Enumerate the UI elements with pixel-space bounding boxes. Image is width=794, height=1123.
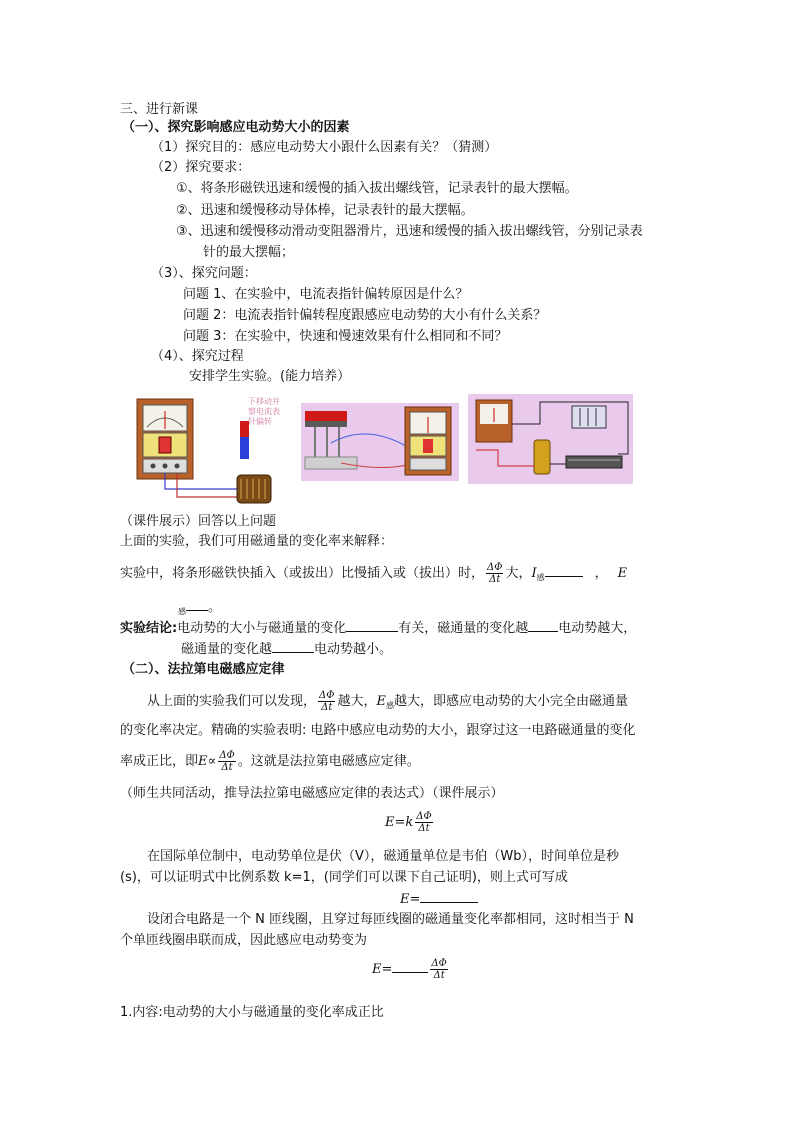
questions-label: （3）、探究问题： (151, 266, 257, 281)
conclusion-c: 电动势越大， (558, 621, 637, 636)
part1-heading: （一）、探究影响感应电动势大小的因素 (122, 120, 350, 135)
blank-conclusion-3[interactable] (272, 640, 314, 653)
part2-para-3 (120, 750, 420, 773)
fraction-num: ΔΦ (319, 690, 335, 701)
comma: ， (594, 566, 608, 581)
p1-emf-sub: 感 (385, 701, 394, 710)
ncoil-line-1: 设闭合电路是一个 N 匝线圈，且穿过每匝线圈的磁通量变化率都相同，这时相当于 N (147, 912, 634, 927)
emf-sub: 感 (178, 607, 186, 616)
fraction-den: Δt (418, 823, 430, 834)
fraction-num: ΔΦ (416, 811, 432, 822)
process-text: 安排学生实验。(能力培养） (189, 369, 351, 384)
blank-formula-3[interactable] (392, 960, 428, 973)
fraction-den: Δt (489, 574, 501, 585)
p3-formula: E∝ (198, 754, 217, 769)
figure-caption: 下移动并 察电流表 针偏转 (248, 397, 280, 426)
experiment-line-2 (178, 598, 221, 621)
question-2: 问题 2：电流表指针偏转程度跟感应电动势的大小有什么关系？ (183, 308, 547, 323)
fraction-num: ΔΦ (431, 958, 447, 969)
figure-magnet-coil (133, 393, 293, 513)
current-sub: 感 (536, 573, 545, 582)
blank-conclusion-2[interactable] (528, 619, 558, 632)
requirements-label: （2）探究要求： (151, 160, 251, 175)
fraction-num: ΔΦ (487, 562, 503, 573)
content-line: 1.内容:电动势的大小与磁通量的变化率成正比 (120, 1005, 384, 1020)
explain-line: 上面的实验，我们可用磁通量的变化率来解释： (120, 534, 394, 549)
part2-para-2: 的变化率决定。精确的实验表明: 电路中感应电动势的大小，跟穿过这一电路磁通量的变化 (120, 723, 636, 738)
units-line-2: (s)，可以证明式中比例系数 k=1，(同学们可以课下自己证明)，则上式可写成 (120, 870, 568, 885)
p1-text-c: 越大，即感应电动势的大小完全由磁通量 (393, 694, 628, 709)
formula-1-fraction (415, 811, 432, 834)
period: 。 (208, 600, 222, 615)
formula-3 (372, 958, 450, 981)
formula-3-lhs: E= (372, 962, 393, 977)
part2-para-1 (147, 690, 628, 715)
conclusion-label: 实验结论: (120, 621, 178, 636)
p3-text-b: 。这就是法拉第电磁感应定律。 (237, 754, 420, 769)
conclusion-e: 电动势越小。 (314, 642, 393, 657)
fraction-num: ΔΦ (219, 750, 235, 761)
flux-rate-fraction (486, 562, 503, 585)
courseware-line: （课件展示）回答以上问题 (120, 514, 277, 529)
question-1: 问题 1、在实验中，电流表指针偏转原因是什么？ (183, 287, 469, 302)
fraction-den: Δt (433, 970, 445, 981)
units-line-1: 在国际单位制中，电动势单位是伏（V），磁通量单位是韦伯（Wb），时间单位是秒 (147, 849, 619, 864)
experiment-line (120, 562, 627, 587)
formula-2-lhs: E= (400, 892, 421, 907)
question-3: 问题 3：在实验中，快速和慢速效果有什么相同和不同？ (183, 329, 508, 344)
fraction-den: Δt (221, 762, 233, 773)
requirement-3-line1: ③、迅速和缓慢移动滑动变阻器滑片，迅速和缓慢的插入拔出螺线管，分别记录表 (176, 224, 643, 239)
formula-3-fraction (430, 958, 447, 981)
p3-text-a: 率成正比，即 (120, 754, 199, 769)
formula-2 (400, 890, 478, 909)
p1-text-a: 从上面的实验我们可以发现， (147, 694, 317, 709)
conclusion-line-1 (120, 619, 636, 638)
formula-1 (385, 811, 435, 834)
experiment-text-b: 大， (505, 566, 532, 581)
current-symbol: I (531, 566, 537, 581)
figure-rheostat-circuit (468, 394, 633, 484)
figure-rod-galvanometer (301, 403, 459, 481)
blank-formula-2[interactable] (420, 890, 478, 903)
requirement-3-line2: 针的最大摆幅； (203, 245, 295, 260)
emf-symbol: E (617, 566, 628, 581)
blank-conclusion-1[interactable] (346, 619, 398, 632)
requirement-2: ②、迅速和缓慢移动导体棒，记录表针的最大摆幅。 (176, 203, 474, 218)
blank-current[interactable] (545, 564, 583, 577)
part2-heading: （二）、法拉第电磁感应定律 (122, 662, 285, 677)
p1-fraction (318, 690, 335, 713)
conclusion-a: 电动势的大小与磁通量的变化 (177, 621, 347, 636)
ncoil-line-2: 个单匝线圈串联而成，因此感应电动势变为 (120, 933, 368, 948)
conclusion-b: 有关，磁通量的变化越 (398, 621, 529, 636)
conclusion-line-2 (181, 640, 392, 659)
experiment-text-a: 实验中，将条形磁铁快插入（或拔出）比慢插入或（拔出）时， (120, 566, 485, 581)
blank-emf[interactable] (186, 598, 208, 611)
activity-line: （师生共同活动，推导法拉第电磁感应定律的表达式）（课件展示） (120, 786, 504, 801)
formula-1-lhs: E=k (385, 815, 414, 830)
p3-fraction (218, 750, 235, 773)
requirement-1: ①、将条形磁铁迅速和缓慢的插入拔出螺线管，记录表针的最大摆幅。 (176, 181, 578, 196)
conclusion-d: 磁通量的变化越 (181, 642, 273, 657)
purpose-line: （1）探究目的：感应电动势大小跟什么因素有关？（猜测） (151, 140, 498, 155)
fraction-den: Δt (321, 702, 333, 713)
p1-emf-symbol: E (376, 694, 386, 709)
p1-text-b: 越大， (337, 694, 377, 709)
process-label: （4）、探究过程 (151, 349, 244, 364)
section-title: 三、进行新课 (120, 102, 199, 117)
